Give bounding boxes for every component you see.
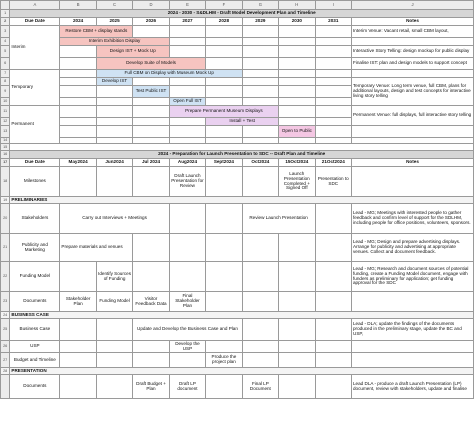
notes-cell[interactable]: Interactive Story Telling: design mockup for public display: [352, 46, 474, 58]
task-bar[interactable]: Restore CBM + display stands: [60, 26, 133, 38]
row-number[interactable]: 16: [1, 151, 10, 159]
notes-cell[interactable]: Lead - MG; Design and prepare advertising displays. Arrange for publicity and advertising at appropriate venues. Collect and document feedback.: [352, 234, 474, 262]
column-header-e[interactable]: E: [169, 1, 205, 10]
year-header[interactable]: 2026: [133, 18, 169, 26]
workstream-label[interactable]: Documents: [10, 375, 60, 399]
notes-header[interactable]: Notes: [352, 159, 474, 167]
sheet-row: [1, 106, 474, 118]
document-cell[interactable]: Funding Model: [96, 292, 132, 312]
sheet-row: [1, 58, 474, 70]
workstream-label[interactable]: Stakeholders: [10, 204, 60, 234]
row-number[interactable]: 14: [1, 138, 10, 144]
row-number[interactable]: 7: [1, 70, 10, 78]
task-cell[interactable]: Carry out Interviews + Meetings: [60, 204, 169, 234]
row-number[interactable]: 11: [1, 106, 10, 118]
section-heading[interactable]: PRESENTATION: [10, 368, 474, 375]
notes-cell[interactable]: Lead DLA - produce a draft Launch Presentation (LP) document, review with stakeholders, update and finalise: [352, 375, 474, 399]
row-number[interactable]: 27: [1, 353, 10, 368]
month-header[interactable]: May2024: [60, 159, 96, 167]
column-header-a[interactable]: A: [10, 1, 60, 10]
year-header[interactable]: 2024: [60, 18, 96, 26]
row-number[interactable]: 3: [1, 26, 10, 38]
notes-header[interactable]: Notes: [352, 18, 474, 26]
sheet-row: [1, 78, 474, 86]
phase-label-permanent[interactable]: Permanent: [10, 106, 60, 144]
task-bar[interactable]: Full CBM on Display with Museum Mock Up: [96, 70, 242, 78]
month-header[interactable]: 21Oct2024: [315, 159, 351, 167]
task-cell[interactable]: Produce the project plan: [206, 353, 242, 368]
notes-cell[interactable]: Lead - MG; Research and document sources of potential funding, create a Funding Model document, engage with funders as preliminary for application; get funding approval for the SDC: [352, 262, 474, 292]
plan-title[interactable]: 2024 - Preparation for Launch Presentation to SDC -- Draft Plan and Timeline: [10, 151, 474, 159]
column-header-b[interactable]: B: [60, 1, 96, 10]
row-number[interactable]: 28: [1, 368, 10, 375]
row-number[interactable]: 6: [1, 58, 10, 70]
sheet-row: [1, 368, 474, 375]
sheet-row: [1, 46, 474, 58]
row-number[interactable]: 9: [1, 86, 10, 98]
due-date-header[interactable]: Due Date: [10, 159, 60, 167]
task-bar[interactable]: Develop IST: [96, 78, 132, 86]
empty-row[interactable]: [10, 144, 474, 151]
sheet-row: [1, 341, 474, 353]
sheet-row: [1, 70, 474, 78]
sheet-row: [1, 204, 474, 234]
task-cell[interactable]: Update and Develop the Business Case and Plan: [133, 319, 242, 341]
sheet-row: [1, 10, 474, 18]
sheet-row: [1, 319, 474, 341]
task-cell[interactable]: Identify Sources of Funding: [96, 262, 132, 292]
sheet-row: [1, 126, 474, 138]
row-number[interactable]: 13: [1, 126, 10, 138]
document-cell[interactable]: Visitor Feedback Data: [133, 292, 169, 312]
corner-cell[interactable]: [1, 1, 10, 10]
row-number[interactable]: 17: [1, 159, 10, 167]
row-number[interactable]: 4: [1, 38, 10, 46]
sheet-row: [1, 18, 474, 26]
sheet-row: [1, 151, 474, 159]
milestone-cell[interactable]: Draft Launch Presentation for Review: [169, 167, 205, 197]
month-header[interactable]: Aug2024: [169, 159, 205, 167]
row-number[interactable]: 2: [1, 18, 10, 26]
milestones-label[interactable]: Milestones: [10, 167, 60, 197]
row-number[interactable]: [1, 375, 10, 399]
row-number[interactable]: 10: [1, 98, 10, 106]
phase-label-interim[interactable]: Interim: [10, 26, 60, 70]
workstream-label[interactable]: Budget and Timeline: [10, 353, 60, 368]
notes-cell[interactable]: Temporary Venue: Long term venue, full CBM, plans for additional layouts, design and test concepts for interactive living story telling: [352, 78, 474, 106]
row-number[interactable]: 24: [1, 312, 10, 319]
document-cell[interactable]: Final Stakeholder Plan: [169, 292, 205, 312]
column-header-j[interactable]: J: [352, 1, 474, 10]
notes-cell[interactable]: Lead - DLA; update the findings of the documents produced in the preliminary stage, update the BC and USP,: [352, 319, 474, 341]
row-number[interactable]: 20: [1, 204, 10, 234]
row-number[interactable]: 21: [1, 234, 10, 262]
row-number[interactable]: 1: [1, 10, 10, 18]
sheet-row: [1, 353, 474, 368]
column-header-row: [1, 1, 474, 10]
month-header[interactable]: 15Oct2024: [279, 159, 315, 167]
month-header[interactable]: Oct2024: [242, 159, 278, 167]
notes-cell[interactable]: [352, 38, 474, 46]
row-number[interactable]: 26: [1, 341, 10, 353]
notes-cell[interactable]: [352, 341, 474, 353]
milestone-cell[interactable]: Launch Presentation Completed + Signed Off: [279, 167, 315, 197]
sheet-row: [1, 144, 474, 151]
row-number[interactable]: 8: [1, 78, 10, 86]
task-bar[interactable]: Install + Test: [206, 118, 279, 126]
notes-cell[interactable]: [352, 353, 474, 368]
row-number[interactable]: 5: [1, 46, 10, 58]
year-header[interactable]: 2029: [242, 18, 278, 26]
task-bar[interactable]: Open Full IST: [169, 98, 205, 106]
document-cell[interactable]: Stakeholder Plan: [60, 292, 96, 312]
task-bar[interactable]: Interim Exhibition Display: [60, 38, 169, 46]
task-bar[interactable]: Test Public IST: [133, 86, 169, 98]
year-header[interactable]: 2028: [206, 18, 242, 26]
column-header-d[interactable]: D: [133, 1, 169, 10]
column-header-c[interactable]: C: [96, 1, 132, 10]
notes-cell[interactable]: [352, 126, 474, 138]
task-cell[interactable]: Prepare materials and venues: [60, 234, 133, 262]
sheet-row: [1, 38, 474, 46]
column-header-h[interactable]: H: [279, 1, 315, 10]
task-bar[interactable]: Open to Public: [279, 126, 315, 138]
column-header-i[interactable]: I: [315, 1, 351, 10]
column-header-f[interactable]: F: [206, 1, 242, 10]
notes-cell[interactable]: [352, 167, 474, 197]
task-bar[interactable]: Develop Suite of Models: [96, 58, 205, 70]
sheet-row: [1, 375, 474, 399]
row-number[interactable]: 22: [1, 262, 10, 292]
task-cell[interactable]: Develop the USP: [169, 341, 205, 353]
workstream-label[interactable]: Publicity and Marketing: [10, 234, 60, 262]
sheet-row: [1, 234, 474, 262]
phase-label-temporary[interactable]: Temporary: [10, 70, 60, 106]
year-header[interactable]: 2030: [279, 18, 315, 26]
workstream-label[interactable]: Funding Model: [10, 262, 60, 292]
sheet-row: [1, 167, 474, 197]
plan-title[interactable]: 2024 - 2030 - S&DLHM - Draft Model Development Plan and Timeline: [10, 10, 474, 18]
row-number[interactable]: 12: [1, 118, 10, 126]
workstream-label[interactable]: Business Case: [10, 319, 60, 341]
notes-cell[interactable]: Finalise IST: plan and design models to support concept: [352, 58, 474, 70]
workstream-label[interactable]: Documents: [10, 292, 60, 312]
notes-cell[interactable]: Permanent Venue: full displays, full interactive story telling: [352, 106, 474, 126]
sheet-row: [1, 159, 474, 167]
task-cell[interactable]: Review Launch Presentation: [242, 204, 315, 234]
row-number[interactable]: 15: [1, 144, 10, 151]
row-number[interactable]: 23: [1, 292, 10, 312]
sheet-row: [1, 197, 474, 204]
row-number[interactable]: 19: [1, 197, 10, 204]
notes-cell[interactable]: Interim Venue: Vacant retail, small CBM layout,: [352, 26, 474, 38]
section-heading[interactable]: BUSINESS CASE: [10, 312, 474, 319]
notes-cell[interactable]: [352, 70, 474, 78]
month-header[interactable]: Sept2024: [206, 159, 242, 167]
document-cell[interactable]: Draft LP document: [169, 375, 205, 399]
document-cell[interactable]: Draft Budget + Plan: [133, 375, 169, 399]
due-date-header[interactable]: Due Date: [10, 18, 60, 26]
year-header[interactable]: 2031: [315, 18, 351, 26]
notes-cell[interactable]: [352, 292, 474, 312]
month-header[interactable]: Jun2024: [96, 159, 132, 167]
section-heading[interactable]: PRELIMINARIES: [10, 197, 474, 204]
task-bar[interactable]: Prepare Permanent Museum Displays: [169, 106, 278, 118]
workstream-label[interactable]: USP: [10, 341, 60, 353]
row-number[interactable]: 18: [1, 167, 10, 197]
month-header[interactable]: Jul 2024: [133, 159, 169, 167]
sheet-row: [1, 312, 474, 319]
sheet-row: [1, 292, 474, 312]
document-cell[interactable]: Final LP Document: [242, 375, 278, 399]
column-header-g[interactable]: G: [242, 1, 278, 10]
row-number[interactable]: 25: [1, 319, 10, 341]
year-header[interactable]: 2025: [96, 18, 132, 26]
sheet-row: [1, 262, 474, 292]
sheet-row: [1, 26, 474, 38]
year-header[interactable]: 2027: [169, 18, 205, 26]
milestone-cell[interactable]: Presentation to SDC: [315, 167, 351, 197]
task-bar[interactable]: Design IST + Mock Up: [96, 46, 169, 58]
notes-cell[interactable]: Lead - MG; Meetings with interested people to gather feedback and confirm level of support for the SDLHM, including people for office positions, volunteers, sponsors.: [352, 204, 474, 234]
